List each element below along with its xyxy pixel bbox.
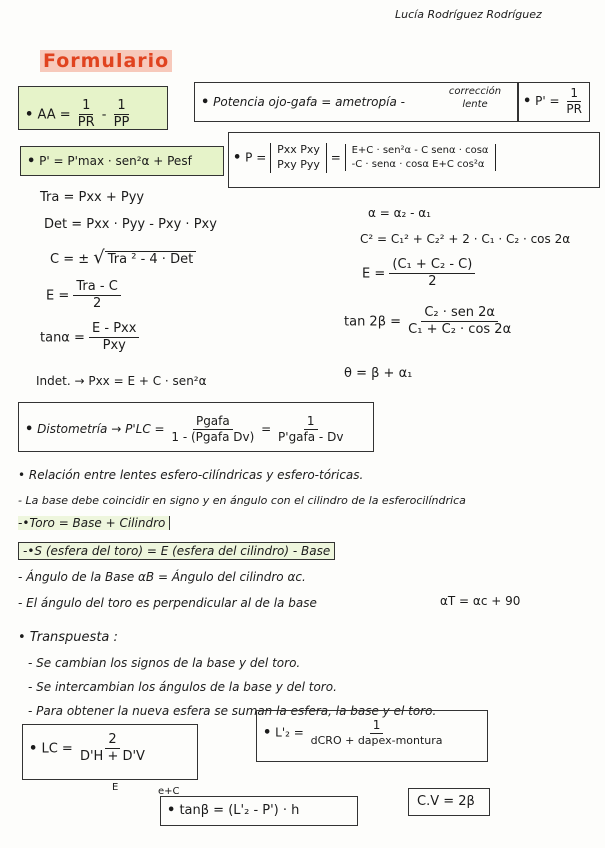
tan-lhs: tanα = <box>40 330 85 346</box>
c-squared-formula: C² = C₁² + C₂² + 2 · C₁ · C₂ · cos 2α <box>360 232 571 246</box>
correccion-label: corrección <box>448 86 502 97</box>
matrix-row: E+C · sen²α - C senα · cosα <box>351 145 489 157</box>
lc-under-ec: e+C <box>158 786 180 797</box>
aa-den1: PR <box>77 114 95 130</box>
bullet: • <box>25 422 34 438</box>
tan-beta-box <box>160 796 358 826</box>
p-matrix-lhs: P = <box>245 150 267 165</box>
tan-beta-text: tanβ = (L'₂ - P') · h <box>179 803 300 818</box>
tan-lhs: tan 2β = <box>344 314 402 330</box>
l2-formula-box <box>256 710 488 762</box>
p-matrix-box <box>228 132 600 188</box>
tan-alpha-formula <box>40 322 139 354</box>
aa-minus: - <box>101 107 107 123</box>
pmax-formula-box <box>20 146 224 176</box>
p-prime-den: PR <box>566 101 582 116</box>
p-expanded-matrix <box>345 144 496 171</box>
pmax-text: P' = P'max · sen²α + Pesf <box>39 154 192 168</box>
tan-den: Pxy <box>102 337 126 353</box>
bullet: • <box>263 725 272 741</box>
l2-lhs: L'₂ = <box>275 725 304 740</box>
lente-label: lente <box>462 99 488 110</box>
e-den: 2 <box>428 273 437 289</box>
lc-lhs: LC = <box>41 741 73 757</box>
aa-lhs: AA = <box>37 107 71 123</box>
dist-den2: P'gafa - Dv <box>278 429 344 444</box>
e-den: 2 <box>92 295 102 311</box>
potencia-text: Potencia ojo-gafa = ametropía - <box>213 95 405 109</box>
bullet: • <box>233 150 242 166</box>
tra-formula: Tra = Pxx + Pyy <box>40 190 145 205</box>
cv-box <box>408 788 490 816</box>
tan-den: C₁ + C₂ · cos 2α <box>408 321 512 337</box>
potencia-box <box>194 82 518 122</box>
distometria-box <box>18 402 374 452</box>
base-note: - La base debe coincidir en signo y en ángulo con el cilindro de la esferocilíndrica <box>18 494 466 507</box>
distometria-text: Distometría → P'LC = <box>37 422 165 437</box>
transpuesta-item: - Se cambian los signos de la base y del toro. <box>28 656 301 670</box>
matrix-row: Pxy Pyy <box>277 157 320 171</box>
p-matrix <box>270 143 327 173</box>
transpuesta-item: - Se intercambian los ángulos de la base y del toro. <box>28 680 337 694</box>
alpha-formula: α = α₂ - α₁ <box>368 206 431 220</box>
p-prime-box <box>518 82 590 122</box>
matrix-row: -C · senα · cosα E+C cos²α <box>351 158 485 170</box>
page-title: Formulario <box>40 50 172 72</box>
c-lhs: C = ± <box>50 252 90 267</box>
cv-text: C.V = 2β <box>417 794 475 809</box>
l2-den: dCRO + dapex-montura <box>310 733 443 747</box>
e-formula-left <box>46 280 121 312</box>
aa-formula-box <box>18 86 168 130</box>
lc-under-e: E <box>112 782 119 793</box>
tan-num: C₂ · sen 2α <box>421 306 498 322</box>
p-prime-lhs: P' = <box>535 94 560 109</box>
bullet: • <box>167 803 176 818</box>
equals-sign: = <box>330 150 341 165</box>
indet-formula: Indet. → Pxx = E + C · sen²α <box>36 374 207 388</box>
aa-num1: 1 <box>79 99 93 115</box>
dist-num2: 1 <box>304 415 318 430</box>
e-formula-right <box>362 258 475 290</box>
relacion-note: • Relación entre lentes esfero-cilíndricas y esfero-tóricas. <box>18 468 364 482</box>
aa-den2: PP <box>113 114 130 130</box>
tan-num: E - Pxx <box>89 322 139 338</box>
c-formula: C = ± √ Tra ² - 4 · Det <box>50 247 196 268</box>
tan-2beta-formula <box>344 306 514 338</box>
lc-formula-box <box>22 724 198 780</box>
theta-formula: θ = β + α₁ <box>344 366 413 381</box>
bullet: • <box>29 741 38 757</box>
e-lhs: E = <box>46 288 70 304</box>
lc-num: 2 <box>105 733 119 749</box>
author-name: Lucía Rodríguez Rodríguez <box>395 8 542 21</box>
angulo-note: - Ángulo de la Base αB = Ángulo del cilindro αc. <box>18 570 306 584</box>
transpuesta-item: - Para obtener la nueva esfera se suman la esfera, la base y el toro. <box>28 704 437 718</box>
c-root: Tra ² - 4 · Det <box>105 251 196 267</box>
bullet: • <box>27 154 36 169</box>
matrix-row: Pxx Pxy <box>277 143 320 156</box>
equals-sign: = <box>261 422 272 437</box>
dist-num: Pgafa <box>193 415 233 430</box>
e-num: Tra - C <box>73 280 120 296</box>
perp-note: - El ángulo del toro es perpendicular al de la base <box>18 596 317 610</box>
transpuesta-title: • Transpuesta : <box>18 630 118 645</box>
s-note: -•S (esfera del toro) = E (esfera del cilindro) - Base <box>18 542 335 560</box>
bullet: • <box>201 95 210 110</box>
lc-den: D'H + D'V <box>79 748 145 764</box>
dist-den: 1 - (Pgafa Dv) <box>171 429 255 444</box>
e-num: (C₁ + C₂ - C) <box>389 258 475 274</box>
e-lhs: E = <box>362 266 386 282</box>
bullet: • <box>523 94 532 110</box>
det-formula: Det = Pxx · Pyy - Pxy · Pxy <box>44 217 217 232</box>
perp-equation: αT = αc + 90 <box>440 594 521 608</box>
aa-num2: 1 <box>114 99 128 115</box>
bullet: • <box>25 107 34 123</box>
l2-num: 1 <box>370 719 384 734</box>
p-prime-num: 1 <box>567 87 581 102</box>
toro-note: -•Toro = Base + Cilindro <box>18 516 170 530</box>
